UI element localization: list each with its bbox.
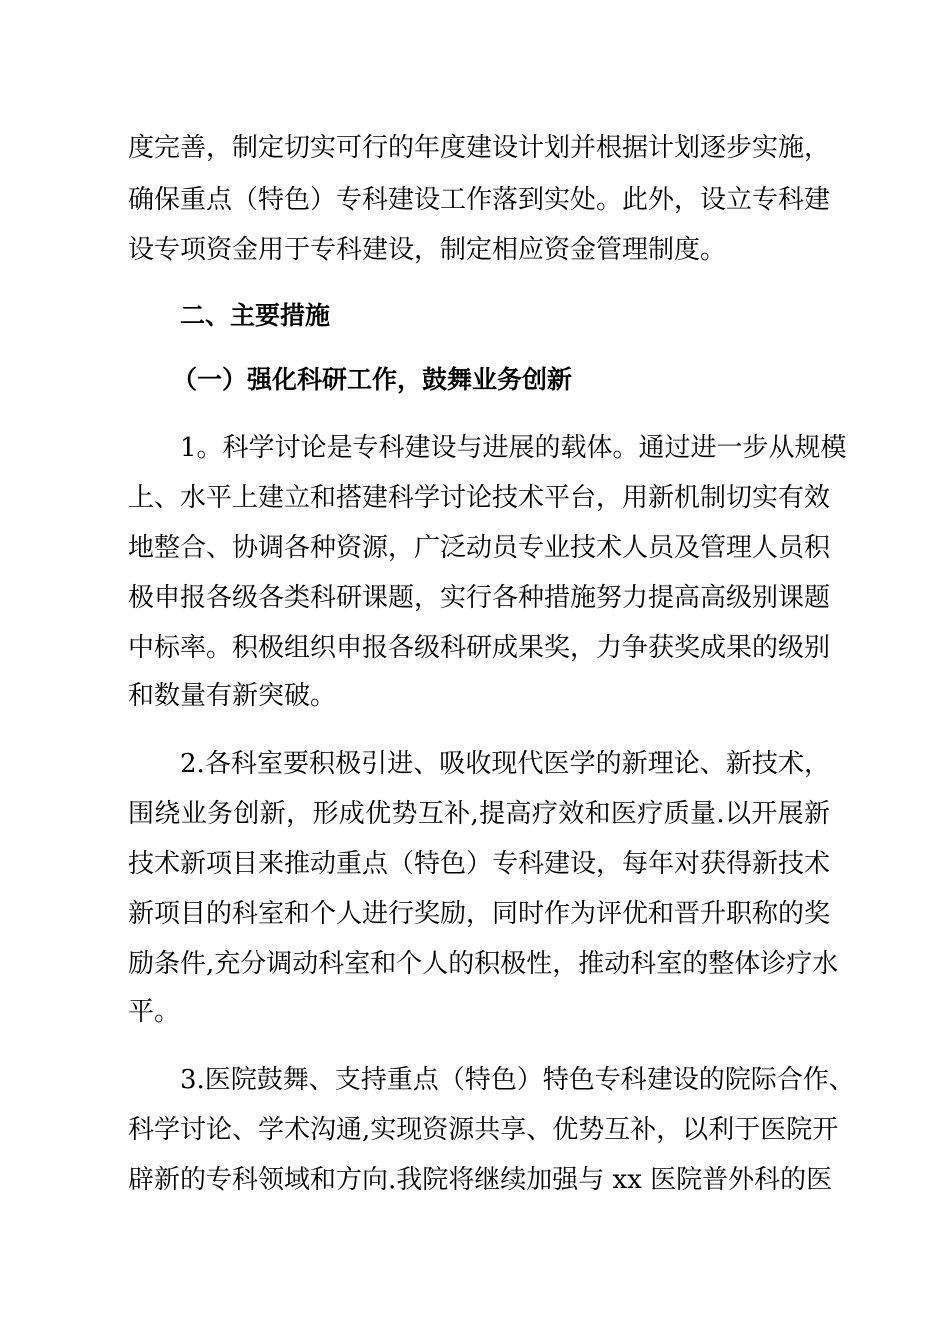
intro-line-1: 度完善，制定切实可行的年度建设计划并根据计划逐步实施， xyxy=(128,133,831,163)
intro-line-3: 设专项资金用于专科建设，制定相应资金管理制度。 xyxy=(128,235,727,265)
item1-line-6: 和数量有新突破。 xyxy=(128,681,337,711)
subsection-heading: （一）强化科研工作，鼓舞业务创新 xyxy=(172,365,573,394)
item2-line-5: 励条件,充分调动科室和个人的积极性，推动科室的整体诊疗水 xyxy=(128,949,839,979)
section-heading: 二、主要措施 xyxy=(180,301,331,330)
item2-line-2: 围绕业务创新，形成优势互补,提高疗效和医疗质量.以开展新 xyxy=(128,799,830,829)
item3-line-3: 辟新的专科领域和方向.我院将继续加强与 xx 医院普外科的医 xyxy=(128,1165,833,1195)
item1-line-4: 极申报各级各类科研课题，实行各种措施努力提高高级别课题 xyxy=(128,583,831,613)
item1-line-2: 上、水平上建立和搭建科学讨论技术平台，用新机制切实有效 xyxy=(128,483,831,513)
item1-line-5: 中标率。积极组织申报各级科研成果奖，力争获奖成果的级别 xyxy=(128,633,831,663)
item2-line-4: 新项目的科室和个人进行奖励，同时作为评优和晋升职称的奖 xyxy=(128,899,831,929)
item1-line-1: 1。科学讨论是专科建设与进展的载体。通过进一步从规模 xyxy=(180,433,847,463)
item3-line-1: 3.医院鼓舞、支持重点（特色）特色专科建设的院际合作、 xyxy=(180,1065,855,1095)
item2-line-3: 技术新项目来推动重点（特色）专科建设，每年对获得新技术 xyxy=(128,849,831,879)
intro-line-2: 确保重点（特色）专科建设工作落到实处。此外，设立专科建 xyxy=(128,185,831,215)
item2-line-6: 平。 xyxy=(128,997,181,1027)
item1-line-3: 地整合、协调各种资源，广泛动员专业技术人员及管理人员积 xyxy=(128,533,831,563)
item3-line-2: 科学讨论、学术沟通,实现资源共享、优势互补，以利于医院开 xyxy=(128,1115,839,1145)
item2-line-1: 2.各科室要积极引进、吸收现代医学的新理论、新技术， xyxy=(180,749,830,779)
